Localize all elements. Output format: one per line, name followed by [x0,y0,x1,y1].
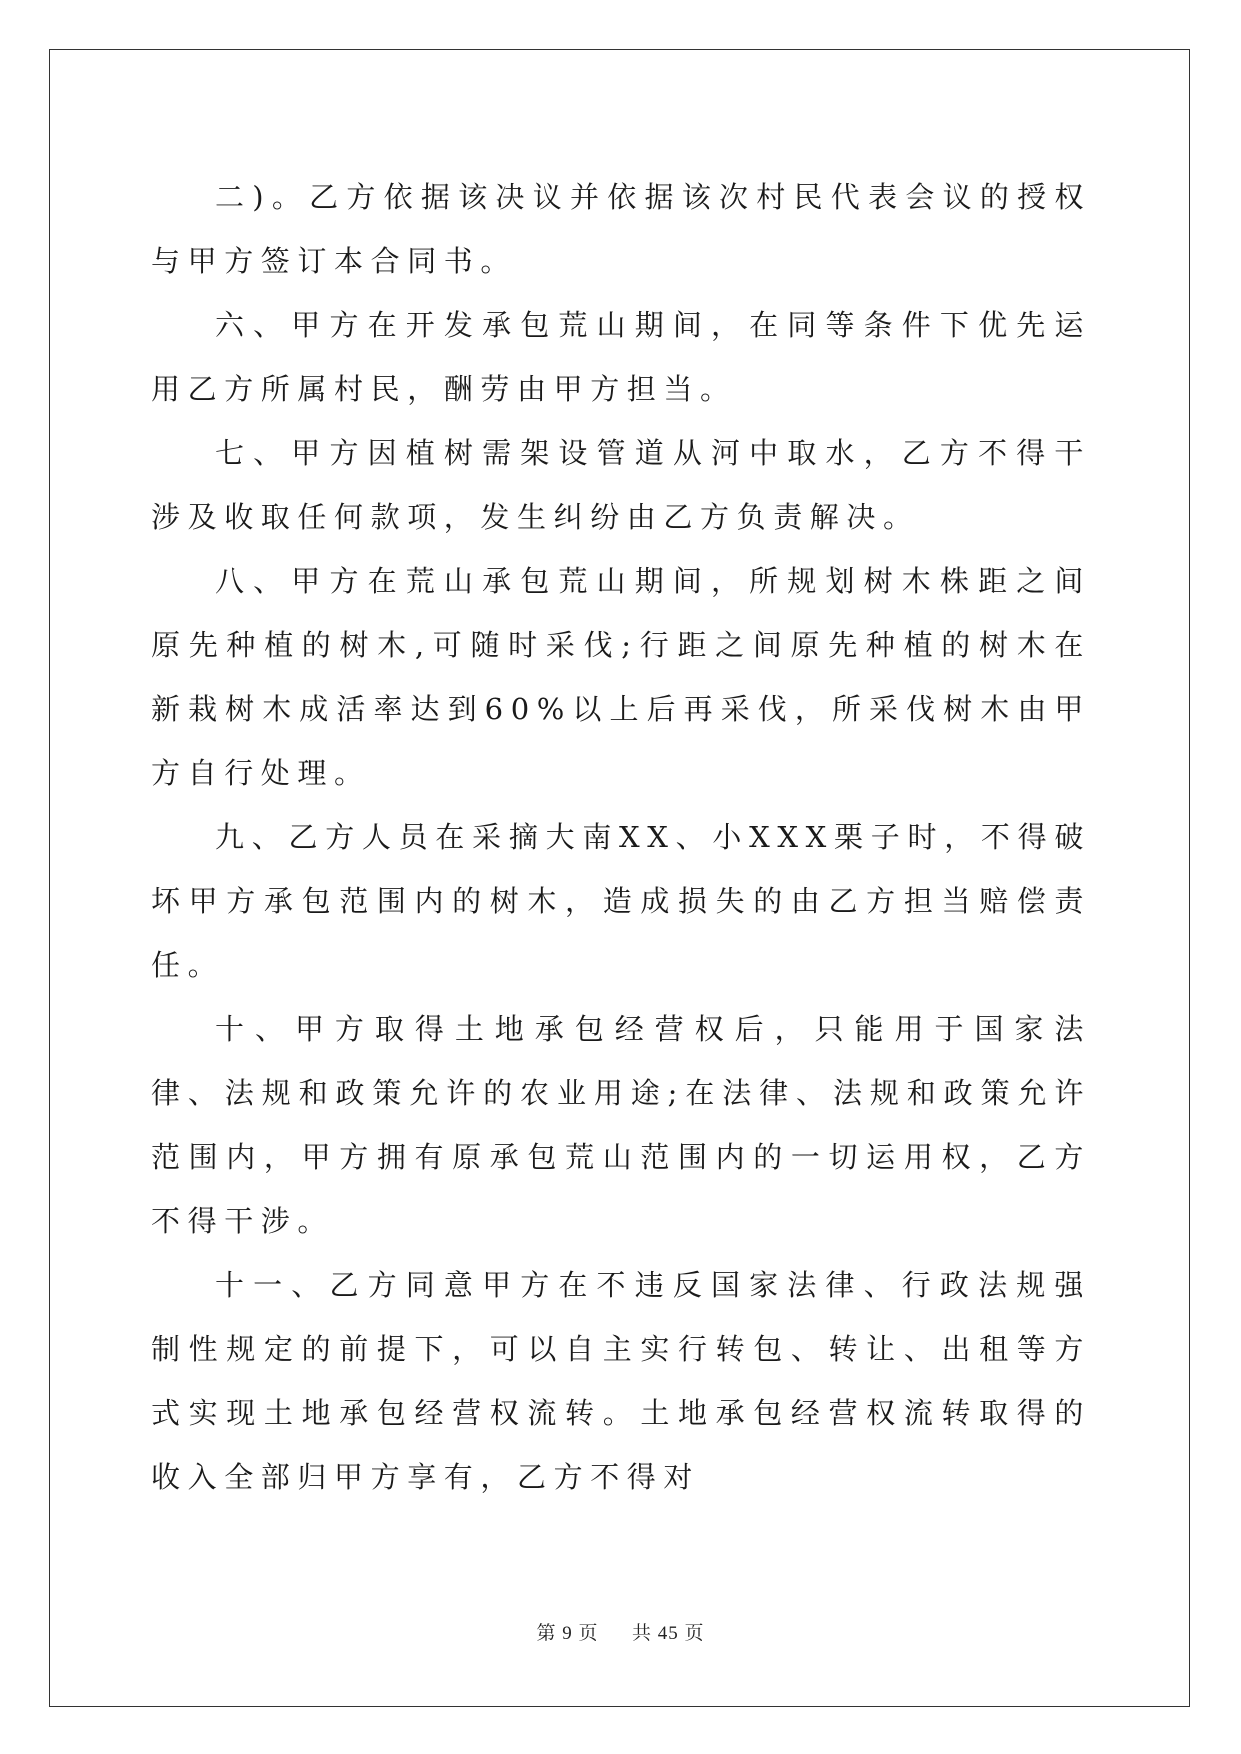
paragraph-clause-9: 九、乙方人员在采摘大南XX、小XXX栗子时，不得破坏甲方承包范围内的树木，造成损失的由乙方担当赔偿责任。 [151,820,1091,982]
document-body [151,165,1091,1509]
paragraph-clause-7: 七、甲方因植树需架设管道从河中取水，乙方不得干涉及收取任何款项，发生纠纷由乙方负责解决。 [151,436,1091,534]
page-total: 共 45 页 [632,1623,705,1644]
page-footer [0,1618,1241,1645]
paragraph-clause-6: 六、甲方在开发承包荒山期间，在同等条件下优先运用乙方所属村民，酬劳由甲方担当。 [151,308,1091,406]
paragraph-continuation: 二)。乙方依据该决议并依据该次村民代表会议的授权与甲方签订本合同书。 [151,180,1091,278]
paragraph-clause-11: 十一、乙方同意甲方在不违反国家法律、行政法规强制性规定的前提下，可以自主实行转包、转让、出租等方式实现土地承包经营权流转。土地承包经营权流转取得的收入全部归甲方享有，乙方不得对 [151,1268,1091,1494]
paragraph-clause-10: 十、甲方取得土地承包经营权后，只能用于国家法律、法规和政策允许的农业用途;在法律、法规和政策允许范围内，甲方拥有原承包荒山范围内的一切运用权，乙方不得干涉。 [151,1012,1091,1238]
paragraph-clause-8: 八、甲方在荒山承包荒山期间，所规划树木株距之间原先种植的树木,可随时采伐;行距之间原先种植的树木在新栽树木成活率达到60%以上后再采伐，所采伐树木由甲方自行处理。 [151,564,1091,790]
page-number: 第 9 页 [536,1623,599,1644]
